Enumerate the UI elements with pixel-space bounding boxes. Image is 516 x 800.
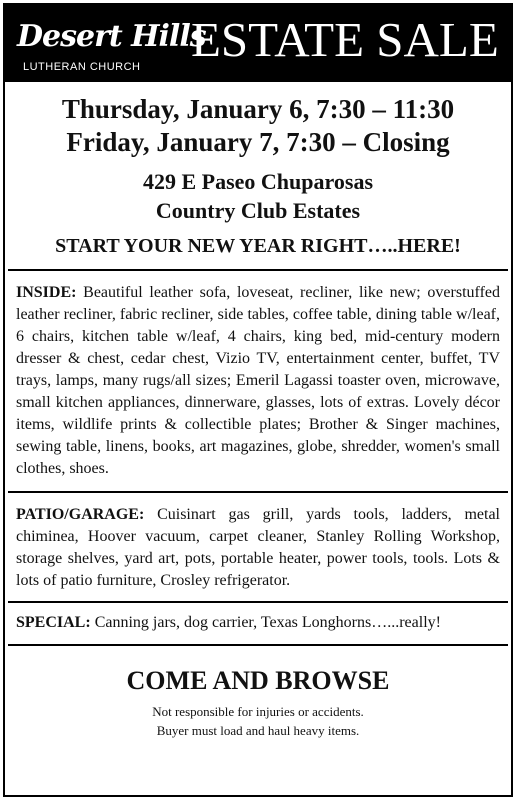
divider: [8, 644, 508, 646]
special-items: [16, 612, 500, 634]
estate-sale-ad: [3, 3, 513, 797]
patio-items: [16, 504, 500, 592]
inside-text: Beautiful leather sofa, loveseat, recliner, like new; overstuffed leather recliner, fabric recliner, side tables, coffee table, dining table w/leaf, 6 chairs, kitchen table w/leaf, 4 chairs, king bed, mid-century modern dresser & chest, cedar chest, Vizio TV, entertainment center, buffet, TV trays, lamps, many rugs/all sizes; Emeril Lagassi toaster oven, microwave, small kitchen appliances, dinnerware, glasses, lots of extras. Lovely décor items, wildlife prints & collectible plates; Brother & Singer machines, sewing table, linens, books, art magazines, globe, shredder, women's small clothes, shoes.: [16, 284, 500, 477]
church-logo: Desert Hills: [17, 19, 206, 54]
sale-dates: [5, 93, 511, 159]
special-text: Canning jars, dog carrier, Texas Longhorns…...really!: [90, 614, 441, 631]
closing-headline: COME AND BROWSE: [126, 666, 390, 695]
ad-title: ESTATE SALE: [191, 12, 499, 67]
sale-date-thursday: Thursday, January 6, 7:30 – 11:30: [61, 94, 455, 124]
inside-label: INSIDE:: [16, 284, 77, 301]
header-banner: [5, 5, 511, 82]
church-logo-subtitle: LUTHERAN CHURCH: [23, 61, 141, 73]
disclaimer-line-1: Not responsible for injuries or accidents.: [152, 704, 364, 719]
neighborhood: Country Club Estates: [155, 198, 361, 223]
inside-items: [16, 282, 500, 480]
disclaimer-line-2: Buyer must load and haul heavy items.: [156, 723, 360, 738]
sale-date-friday: Friday, January 7, 7:30 – Closing: [66, 127, 450, 157]
divider: [8, 601, 508, 603]
sale-address: [5, 167, 511, 225]
divider: [8, 269, 508, 271]
divider: [8, 491, 508, 493]
slogan: START YOUR NEW YEAR RIGHT…..HERE!: [55, 235, 461, 257]
patio-text: Cuisinart gas grill, yards tools, ladders, metal chiminea, Hoover vacuum, carpet cleaner, Stanley Rolling Workshop, storage shelves, yard art, pots, portable heater, power tools, tools. Lots & lots of patio furniture, Crosley refrigerator.: [16, 506, 500, 589]
patio-label: PATIO/GARAGE:: [16, 506, 145, 523]
disclaimer: [5, 702, 511, 740]
special-label: SPECIAL:: [16, 614, 91, 631]
street-address: 429 E Paseo Chuparosas: [142, 169, 374, 194]
